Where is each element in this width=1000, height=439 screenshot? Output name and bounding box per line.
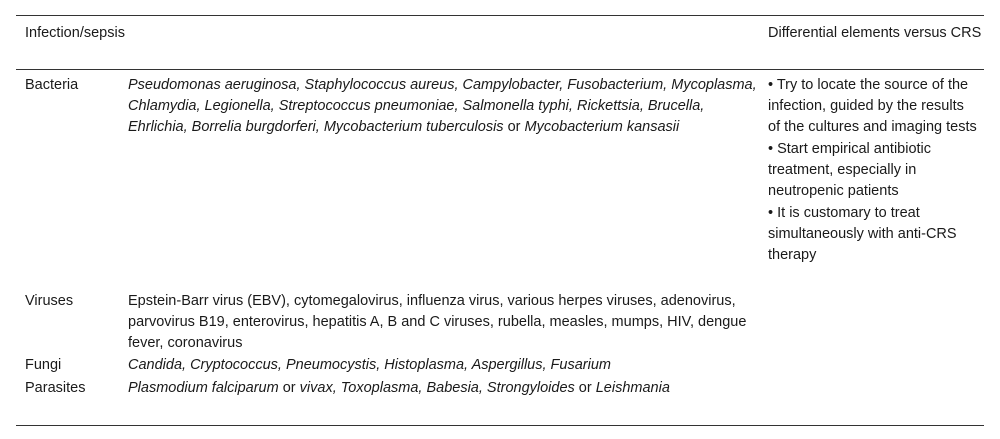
row-pathogens: [128, 75, 759, 291]
table-row: [16, 75, 759, 291]
plain-text: or: [574, 380, 596, 396]
row-category: Bacteria: [25, 77, 79, 93]
table-header: [16, 16, 984, 70]
italic-text: Mycobacterium kansasii: [524, 119, 680, 135]
differential-item: • Try to locate the source of the infection, guided by the results of the cultures and imaging tests: [768, 77, 977, 135]
plain-text: or: [278, 380, 300, 396]
italic-text: Pseudomonas aeruginosa, Staphylococcus aureus, Campylobacter, Fusobacterium, Mycoplasma, Chlamydia, Legionella, Streptococcus pneumoniae, Salmonella typhi,: [128, 77, 757, 114]
differential-column: [759, 75, 984, 420]
italic-text: Plasmodium falciparum: [128, 380, 279, 396]
table-body: [16, 70, 984, 425]
italic-text: vivax, Toxoplasma, Babesia, Strongyloides: [299, 380, 575, 396]
infection-table: [16, 15, 984, 426]
italic-text: Rickettsia, Brucella, Ehrlichia, Borrelia burgdorferi, Mycobacterium tuberculosis: [128, 98, 705, 135]
plain-text: or: [503, 119, 525, 135]
header-infection-sepsis: Infection/sepsis: [25, 25, 125, 41]
row-pathogens: [128, 291, 759, 355]
row-category: Fungi: [25, 357, 62, 373]
row-category: Viruses: [25, 293, 74, 309]
row-pathogens: [128, 378, 759, 420]
differential-item: • Start empirical antibiotic treatment, especially in neutropenic patients: [768, 141, 932, 199]
table-row: [16, 378, 759, 420]
differential-item: • It is customary to treat simultaneously with anti-CRS therapy: [768, 205, 957, 263]
row-pathogens: [128, 355, 759, 378]
italic-text: Candida, Cryptococcus, Pneumocystis, Histoplasma, Aspergillus, Fusarium: [128, 357, 611, 373]
italic-text: Leishmania: [595, 380, 670, 396]
row-category: Parasites: [25, 380, 86, 396]
table-row: [16, 291, 759, 355]
table-row: [16, 355, 759, 378]
pathogen-column: [16, 75, 759, 420]
plain-text: Epstein-Barr virus (EBV), cytomegalovirus, influenza virus, various herpes viruses, adenovirus, parvovirus B19, enterovirus, hepatitis A, B and C viruses, rubella, measles, mumps, HIV, dengue fever, coronavirus: [128, 293, 747, 351]
header-differential-elements: Differential elements versus CRS: [768, 25, 982, 41]
